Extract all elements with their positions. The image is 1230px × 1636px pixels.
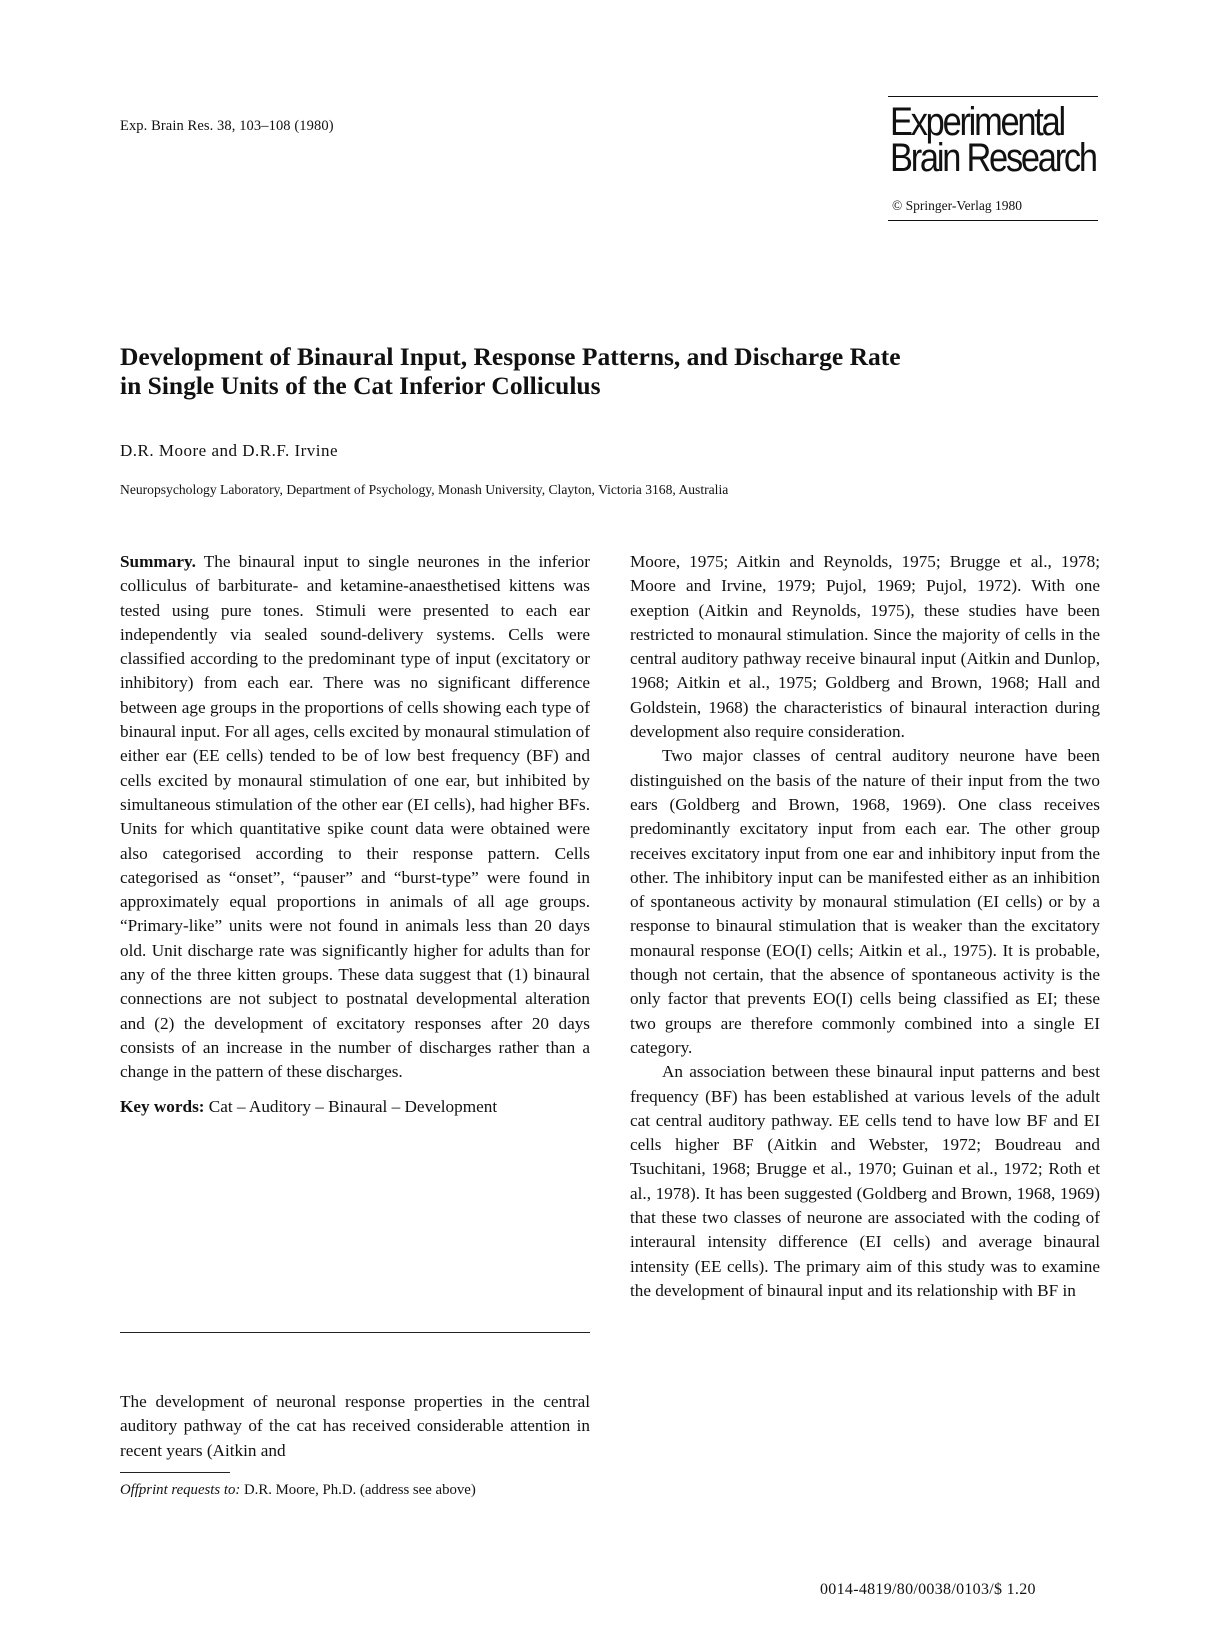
right-paragraph-1: Moore, 1975; Aitkin and Reynolds, 1975; Brugge et al., 1978; Moore and Irvine, 1979; Pujol, 1969; Pujol, 1972). With one exeption (Aitkin and Reynolds, 1975), these studies have been restricted to monaural stimulation. Since the majority of cells in the central auditory pathway receive binaural input (Aitkin and Dunlop, 1968; Aitkin et al., 1975; Goldberg and Brown, 1968; Hall and Goldstein, 1968) the characteristics of binaural interaction during development also require consideration. bbox=[630, 552, 1100, 742]
summary-label: Summary. bbox=[120, 552, 196, 571]
introduction-left bbox=[120, 1390, 590, 1463]
summary-text: The binaural input to single neurones in the inferior colliculus of barbiturate- and ketamine-anaesthetised kittens was tested using pure tones. Stimuli were presented to each ear independently via sealed sound-delivery systems. Cells were classified according to the predominant type of input (excitatory or inhibitory) from each ear. There was no significant difference between age groups in the proportions of cells showing each type of binaural input. For all ages, cells excited by monaural stimulation of either ear (EE cells) tended to be of low best frequency (BF) and cells excited by monaural stimulation of one ear, but inhibited by simultaneous stimulation of the other ear (EI cells), had higher BFs. Units for which quantitative spike count data were obtained were also categorised according to their response pattern. Cells categorised as “onset”, “pauser” and “burst-type” were found in approximately equal proportions in animals of all age groups. “Primary-like” units were not found in animals less than 20 days old. Unit discharge rate was significantly higher for adults than for any of the three kitten groups. These data suggest that (1) binaural connections are not subject to postnatal developmental alteration and (2) the development of excitatory responses after 20 days consists of an increase in the number of discharges rather than a change in the pattern of these discharges. bbox=[120, 552, 590, 1082]
keywords-text: Cat – Auditory – Binaural – Development bbox=[208, 1096, 498, 1116]
section-separator bbox=[120, 1332, 590, 1333]
footnote-rule bbox=[120, 1472, 230, 1473]
copyright-notice: © Springer-Verlag 1980 bbox=[892, 198, 1022, 213]
journal-logo-line1: Experimental bbox=[890, 100, 1064, 144]
left-column bbox=[120, 550, 590, 1119]
right-paragraph-2: Two major classes of central auditory neurone have been distinguished on the basis of the nature of their input from the two ears (Goldberg and Brown, 1968, 1969). One class receives predominantly excitatory input from each ear. The other group receives excitatory input from one ear and inhibitory input from the other. The inhibitory input can be manifested either as an inhibition of spontaneous activity by monaural stimulation (EI cells) or by a response to binaural stimulation that is weaker than the excitatory monaural response (EO(I) cells; Aitkin et al., 1975). It is probable, though not certain, that the absence of spontaneous activity is the only factor that prevents EO(I) cells being classified as EI; these two groups are therefore commonly combined into a single EI category. bbox=[630, 746, 1100, 1057]
article-authors: D.R. Moore and D.R.F. Irvine bbox=[120, 441, 339, 460]
keywords-label: Key words: bbox=[120, 1096, 205, 1116]
right-paragraph-3: An association between these binaural input patterns and best frequency (BF) has been established at various levels of the adult cat central auditory pathway. EE cells tend to have low BF and EI cells higher BF (Aitkin and Webster, 1972; Boudreau and Tsuchitani, 1968; Brugge et al., 1970; Guinan et al., 1972; Roth et al., 1978). It has been suggested (Goldberg and Brown, 1968, 1969) that these two classes of neurone are associated with the coding of interaural intensity difference (EI cells) and average binaural intensity (EE cells). The primary aim of this study was to examine the development of binaural input and its relationship with BF in bbox=[630, 1062, 1100, 1300]
journal-logo-rule-top bbox=[888, 96, 1098, 97]
summary-paragraph bbox=[120, 550, 590, 1085]
article-title bbox=[120, 342, 1040, 400]
footnote-label: Offprint requests to: bbox=[120, 1482, 241, 1498]
keywords-paragraph bbox=[120, 1095, 590, 1119]
price-code: 0014-4819/80/0038/0103/$ 1.20 bbox=[820, 1581, 1036, 1598]
author-affiliation: Neuropsychology Laboratory, Department of Psychology, Monash University, Clayton, Victoria 3168, Australia bbox=[120, 482, 729, 497]
introduction-paragraph-start: The development of neuronal response properties in the central auditory pathway of the cat has received considerable attention in recent years (Aitkin and bbox=[120, 1392, 590, 1460]
footnote-text: D.R. Moore, Ph.D. (address see above) bbox=[244, 1482, 476, 1498]
journal-logo bbox=[890, 100, 1096, 180]
article-title-line2: in Single Units of the Cat Inferior Colliculus bbox=[120, 371, 601, 400]
journal-logo-rule-bottom bbox=[888, 220, 1098, 221]
article-title-line1: Development of Binaural Input, Response Patterns, and Discharge Rate bbox=[120, 342, 901, 371]
right-column bbox=[630, 550, 1100, 1303]
journal-logo-line2: Brain Research bbox=[890, 136, 1096, 180]
journal-citation: Exp. Brain Res. 38, 103–108 (1980) bbox=[120, 118, 334, 134]
footnote bbox=[120, 1482, 476, 1499]
